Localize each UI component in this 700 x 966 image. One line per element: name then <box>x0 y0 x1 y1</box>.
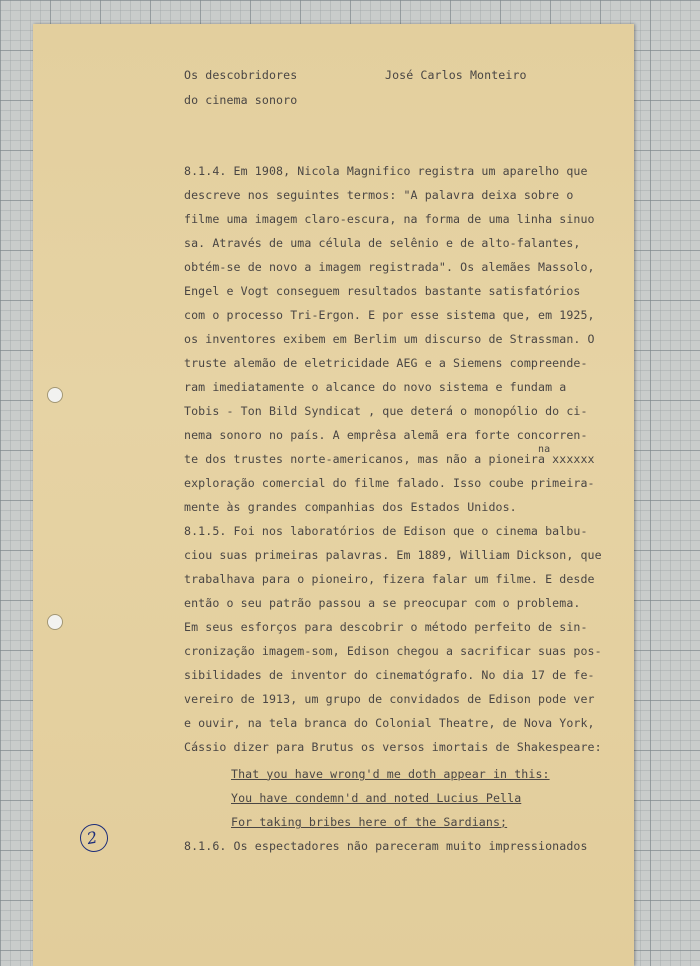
text-line: ram imediatamente o alcance do novo sistema e fundam a <box>184 380 567 394</box>
quote-line: For taking bribes here of the Sardians; <box>231 815 508 829</box>
page-number: 2 <box>85 827 99 849</box>
text-line: 8.1.5. Foi nos laboratórios de Edison que o cinema balbu- <box>184 524 588 538</box>
text-line: mente às grandes companhias dos Estados Unidos. <box>184 500 517 514</box>
document-page <box>33 24 634 966</box>
text-line: Em seus esforços para descobrir o método perfeito de sin- <box>184 620 588 634</box>
text-line: sibilidades de inventor do cinematógrafo. No dia 17 de fe- <box>184 668 595 682</box>
text-line: Engel e Vogt conseguem resultados bastante satisfatórios <box>184 284 581 298</box>
punch-hole <box>47 387 63 403</box>
document-title-line2: do cinema sonoro <box>184 93 298 107</box>
document-author: José Carlos Monteiro <box>385 68 527 82</box>
text-line: os inventores exibem em Berlim um discurso de Strassman. O <box>184 332 595 346</box>
text-line: 8.1.6. Os espectadores não pareceram muito impressionados <box>184 839 588 853</box>
document-title-line1: Os descobridores <box>184 68 298 82</box>
text-line: então o seu patrão passou a se preocupar com o problema. <box>184 596 581 610</box>
quote-line: That you have wrong'd me doth appear in this: <box>231 767 550 781</box>
text-line: ciou suas primeiras palavras. Em 1889, William Dickson, que <box>184 548 602 562</box>
text-line: com o processo Tri-Ergon. E por esse sistema que, em 1925, <box>184 308 595 322</box>
text-line: e ouvir, na tela branca do Colonial Theatre, de Nova York, <box>184 716 595 730</box>
page-number-mark <box>78 822 110 854</box>
text-line: Tobis - Ton Bild Syndicat , que deterá o monopólio do ci- <box>184 404 588 418</box>
text-line: 8.1.4. Em 1908, Nicola Magnifico registra um aparelho que <box>184 164 588 178</box>
text-line: truste alemão de eletricidade AEG e a Siemens compreende- <box>184 356 588 370</box>
text-line: sa. Através de uma célula de selênio e de alto-falantes, <box>184 236 581 250</box>
handwritten-insertion: na <box>538 444 551 455</box>
quote-line: You have condemn'd and noted Lucius Pella <box>231 791 522 805</box>
text-line: nema sonoro no país. A emprêsa alemã era forte concorren- <box>184 428 588 442</box>
text-line: exploração comercial do filme falado. Isso coube primeira- <box>184 476 595 490</box>
text-line: filme uma imagem claro-escura, na forma de uma linha sinuo <box>184 212 595 226</box>
text-line: obtém-se de novo a imagem registrada". Os alemães Massolo, <box>184 260 595 274</box>
text-line: trabalhava para o pioneiro, fizera falar um filme. E desde <box>184 572 595 586</box>
text-line: Cássio dizer para Brutus os versos imortais de Shakespeare: <box>184 740 602 754</box>
text-line: vereiro de 1913, um grupo de convidados de Edison pode ver <box>184 692 595 706</box>
text-line: cronização imagem-som, Edison chegou a sacrificar suas pos- <box>184 644 602 658</box>
text-line: te dos trustes norte-americanos, mas não a pioneira xxxxxx <box>184 452 595 466</box>
punch-hole <box>47 614 63 630</box>
text-line: descreve nos seguintes termos: "A palavra deixa sobre o <box>184 188 574 202</box>
